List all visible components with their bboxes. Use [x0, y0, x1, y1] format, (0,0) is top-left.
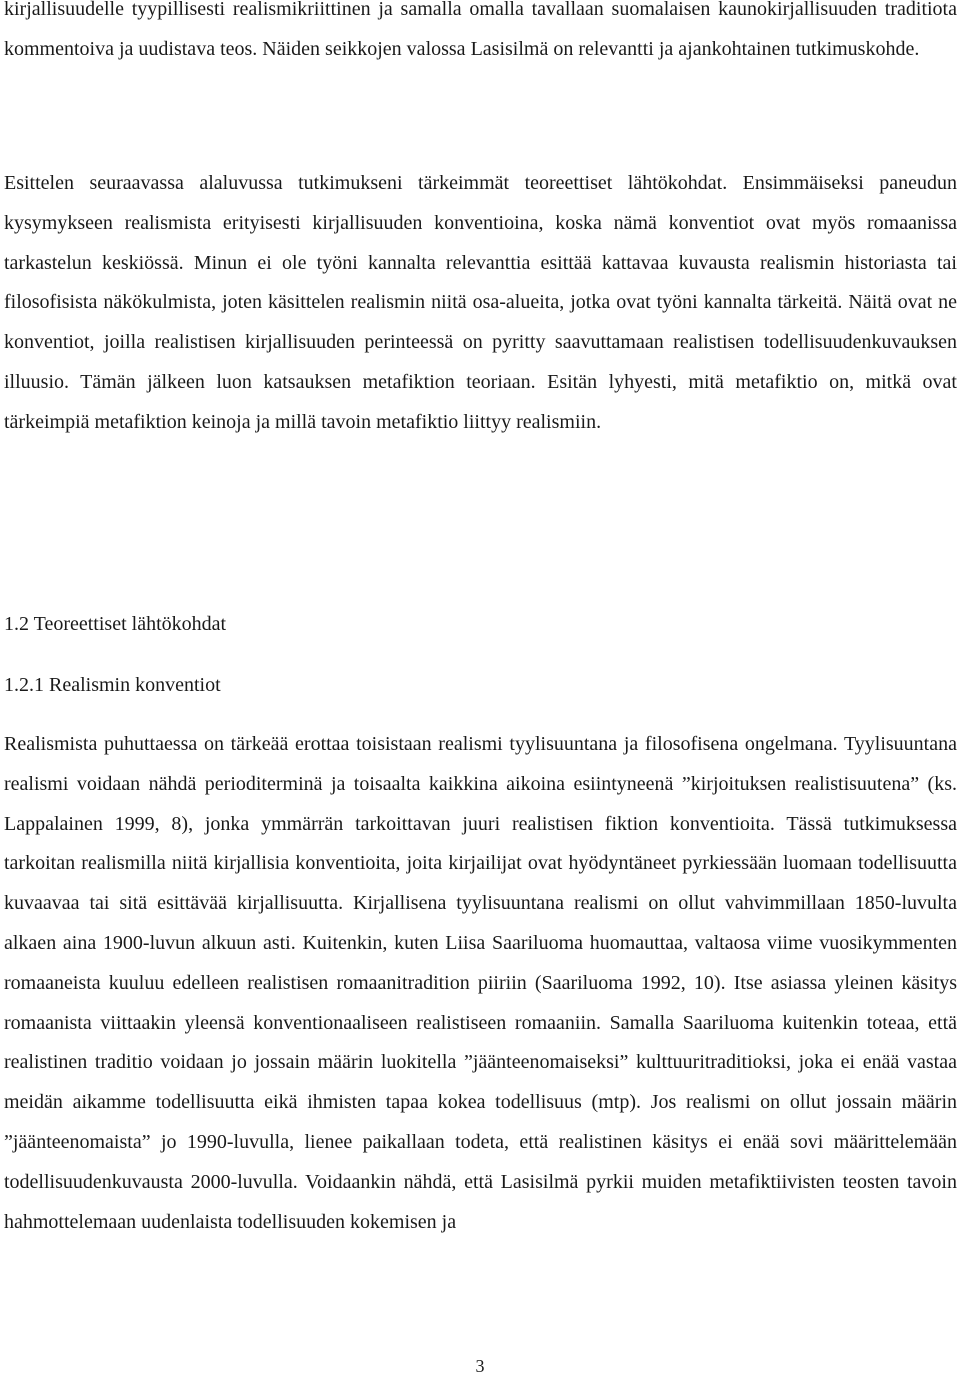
paragraph-overview: Esittelen seuraavassa alaluvussa tutkimukseni tärkeimmät teoreettiset lähtökohdat. Ensimmäiseksi paneudun kysymykseen realismista erityisesti kirjallisuuden konventioina, koska nämä konventiot ovat myös romaanissa tarkastelun keskiössä. Minun ei ole työni kannalta relevanttia esittää kattavaa kuvausta realismin historiasta tai filosofisista näkökulmista, joten käsittelen realismin niitä osa-alueita, jotka ovat työni kannalta tärkeitä. Näitä ovat ne konventiot, joilla realistisen kirjallisuuden perinteessä on pyritty saavuttamaan realistisen todellisuudenkuvauksen illuusio. Tämän jälkeen luon katsauksen metafiktion teoriaan. Esitän lyhyesti, mitä metafiktio on, mitkä ovat tärkeimpiä metafiktion keinoja ja millä tavoin metafiktio liittyy realismiin. [4, 172, 957, 433]
section-heading: 1.2 Teoreettiset lähtökohdat [4, 613, 227, 635]
page-number: 3 [475, 1356, 485, 1376]
paragraph-realism: Realismista puhuttaessa on tärkeää erottaa toisistaan realismi tyylisuuntana ja filosofisena ongelmana. Tyylisuuntana realismi voidaan nähdä perioditerminä ja toisaalta kaikkina aikoina esiintyneenä ”kirjoituksen realistisuutena” (ks. Lappalainen 1999, 8), jonka ymmärrän tarkoittavan juuri realistisen fiktion konventioita. Tässä tutkimuksessa tarkoitan realismilla niitä kirjallisia konventioita, joita kirjailijat ovat hyödyntäneet pyrkiessään luomaan todellisuutta kuvaavaa tai sitä esittävää kirjallisuutta. Kirjallisena tyylisuuntana realismi on ollut vahvimmillaan 1850-luvulta alkaen aina 1900-luvun alkuun asti. Kuitenkin, kuten Liisa Saariluoma huomauttaa, valtaosa viime vuosikymmenten romaaneista kuuluu edelleen realistisen romaanitradition piiriin (Saariluoma 1992, 10). Itse asiassa yleinen käsitys romaanista viittaakin yleensä konventionaaliseen realistiseen romaaniin. Samalla Saariluoma kuitenkin toteaa, että realistinen traditio voidaan jo jossain määrin luokitella ”jäänteenomaiseksi” kulttuuritraditioksi, joka ei enää vastaa meidän aikamme todellisuutta eikä ihmisten tapaa kokea todellisuus (mtp). Jos realismi on ollut jossain määrin ”jäänteenomaista” jo 1990-luvulla, lienee paikallaan todeta, että realistinen käsitys ei enää sovi määrittelemään todellisuudenkuvausta 2000-luvulla. Voidaankin nähdä, että Lasisilmä pyrkii muiden metafiktiivisten teosten tavoin hahmottelemaan uudenlaista todellisuuden kokemisen ja [4, 733, 957, 1233]
paragraph-intro: kirjallisuudelle tyypillisesti realismikriittinen ja samalla omalla tavallaan suomalaisen kaunokirjallisuuden traditiota kommentoiva ja uudistava teos. Näiden seikkojen valossa Lasisilmä on relevantti ja ajankohtainen tutkimuskohde. [4, 0, 957, 60]
subsection-heading: 1.2.1 Realismin konventiot [4, 674, 221, 696]
